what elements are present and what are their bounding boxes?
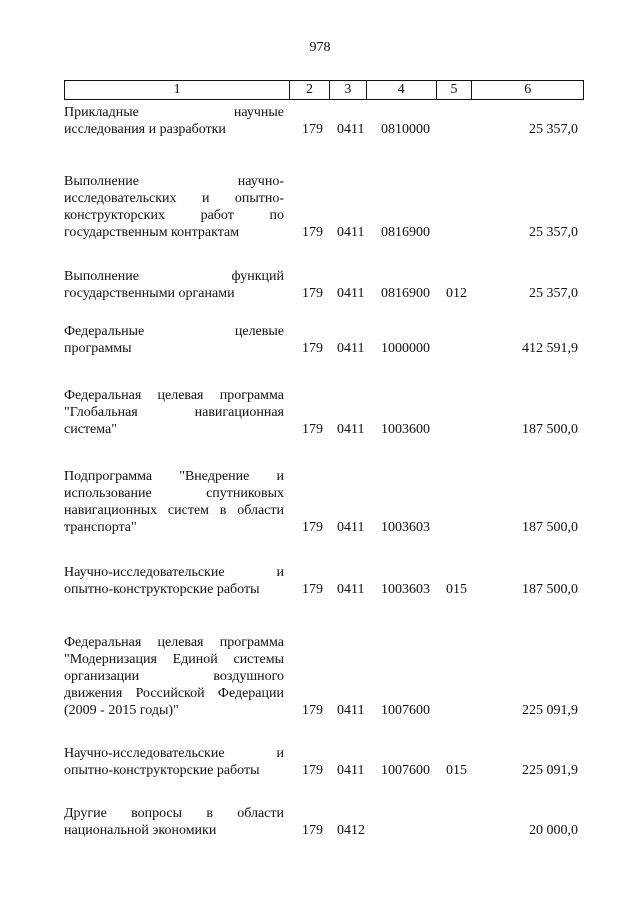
row-name-line: опытно-конструкторские работы	[64, 582, 260, 597]
row-c3: 0411	[337, 520, 365, 535]
row-name-line: система"	[64, 422, 117, 437]
row-amount: 25 357,0	[529, 286, 578, 301]
row-c4: 1003603	[381, 582, 430, 597]
row-name-line: Выполнение функций	[64, 269, 284, 284]
row-c3: 0411	[337, 422, 365, 437]
row-name-line: Подпрограмма "Внедрение и	[64, 469, 284, 484]
column-header-6: 6	[524, 82, 532, 97]
row-name	[64, 323, 284, 357]
row-amount: 187 500,0	[522, 520, 578, 535]
row-name-line: Выполнение научно-	[64, 174, 284, 189]
row-name-line: Научно-исследовательские и	[64, 746, 284, 761]
row-c4: 1003600	[381, 422, 430, 437]
row-c4: 0816900	[381, 286, 430, 301]
row-c3: 0411	[337, 763, 365, 778]
row-amount: 225 091,9	[522, 763, 578, 778]
row-name-line: государственным контрактам	[64, 225, 240, 240]
table-row	[64, 387, 584, 438]
row-c5: 015	[446, 582, 467, 597]
row-name-line: Федеральная целевая программа	[64, 388, 284, 403]
row-c3: 0411	[337, 286, 365, 301]
row-c2: 179	[302, 763, 323, 778]
table-row	[64, 564, 584, 598]
table-row	[64, 805, 584, 839]
row-name-line: государственными органами	[64, 286, 235, 301]
row-c2: 179	[302, 341, 323, 356]
row-name-line: Прикладные научные	[64, 105, 284, 120]
row-name	[64, 268, 284, 302]
row-c2: 179	[302, 520, 323, 535]
row-name	[64, 387, 284, 438]
row-c3: 0411	[337, 582, 365, 597]
row-c3: 0411	[337, 122, 365, 137]
row-name-line: национальной экономики	[64, 823, 217, 838]
row-c3: 0411	[337, 225, 365, 240]
row-c5: 015	[446, 763, 467, 778]
column-header-2: 2	[290, 81, 330, 99]
row-c3: 0411	[337, 703, 365, 718]
row-c3: 0411	[337, 341, 365, 356]
row-c4: 0816900	[381, 225, 430, 240]
row-amount: 187 500,0	[522, 422, 578, 437]
row-name	[64, 634, 284, 719]
row-c2: 179	[302, 122, 323, 137]
row-name-line: программы	[64, 341, 132, 356]
row-c5: 012	[446, 286, 467, 301]
table-row	[64, 104, 584, 138]
table-row	[64, 268, 584, 302]
row-name-line: "Глобальная навигационная	[64, 405, 284, 420]
row-c2: 179	[302, 582, 323, 597]
row-name-line: (2009 - 2015 годы)"	[64, 703, 179, 718]
row-name-line: конструкторских работ по	[64, 208, 284, 223]
row-c4: 1007600	[381, 703, 430, 718]
row-amount: 412 591,9	[522, 341, 578, 356]
row-name	[64, 805, 284, 839]
row-amount: 187 500,0	[522, 582, 578, 597]
row-c2: 179	[302, 286, 323, 301]
row-name-line: исследовательских и опытно-	[64, 191, 284, 206]
row-c4: 1000000	[381, 341, 430, 356]
table-header	[64, 80, 584, 100]
row-name-line: организации воздушного	[64, 669, 284, 684]
page-number: 978	[309, 40, 331, 55]
table-row	[64, 634, 584, 719]
table-row	[64, 173, 584, 241]
row-c3: 0412	[337, 823, 365, 838]
row-name	[64, 564, 284, 598]
row-name	[64, 104, 284, 138]
row-c2: 179	[302, 823, 323, 838]
row-name-line: транспорта"	[64, 520, 137, 535]
column-header-1: 1	[65, 81, 290, 99]
row-name-line: опытно-конструкторские работы	[64, 763, 260, 778]
row-name-line: навигационных систем в области	[64, 503, 284, 518]
row-c2: 179	[302, 225, 323, 240]
row-name-line: Научно-исследовательские и	[64, 565, 284, 580]
row-c4: 1003603	[381, 520, 430, 535]
column-header-5: 5	[437, 81, 473, 99]
row-amount: 225 091,9	[522, 703, 578, 718]
table-row	[64, 745, 584, 779]
column-header-4: 4	[367, 81, 437, 99]
row-name	[64, 173, 284, 241]
row-name-line: исследования и разработки	[64, 122, 226, 137]
row-c2: 179	[302, 703, 323, 718]
row-name-line: Федеральная целевая программа	[64, 635, 284, 650]
row-amount: 20 000,0	[529, 823, 578, 838]
row-name-line: движения Российской Федерации	[64, 686, 284, 701]
row-name-line: использование спутниковых	[64, 486, 284, 501]
row-name	[64, 468, 284, 536]
row-name-line: "Модернизация Единой системы	[64, 652, 284, 667]
table-row	[64, 468, 584, 536]
row-amount: 25 357,0	[529, 122, 578, 137]
row-c4: 0810000	[381, 122, 430, 137]
row-name-line: Другие вопросы в области	[64, 806, 284, 821]
table-row	[64, 323, 584, 357]
row-c4: 1007600	[381, 763, 430, 778]
column-header-3: 3	[330, 81, 367, 99]
row-amount: 25 357,0	[529, 225, 578, 240]
row-name	[64, 745, 284, 779]
row-name-line: Федеральные целевые	[64, 324, 284, 339]
row-c2: 179	[302, 422, 323, 437]
